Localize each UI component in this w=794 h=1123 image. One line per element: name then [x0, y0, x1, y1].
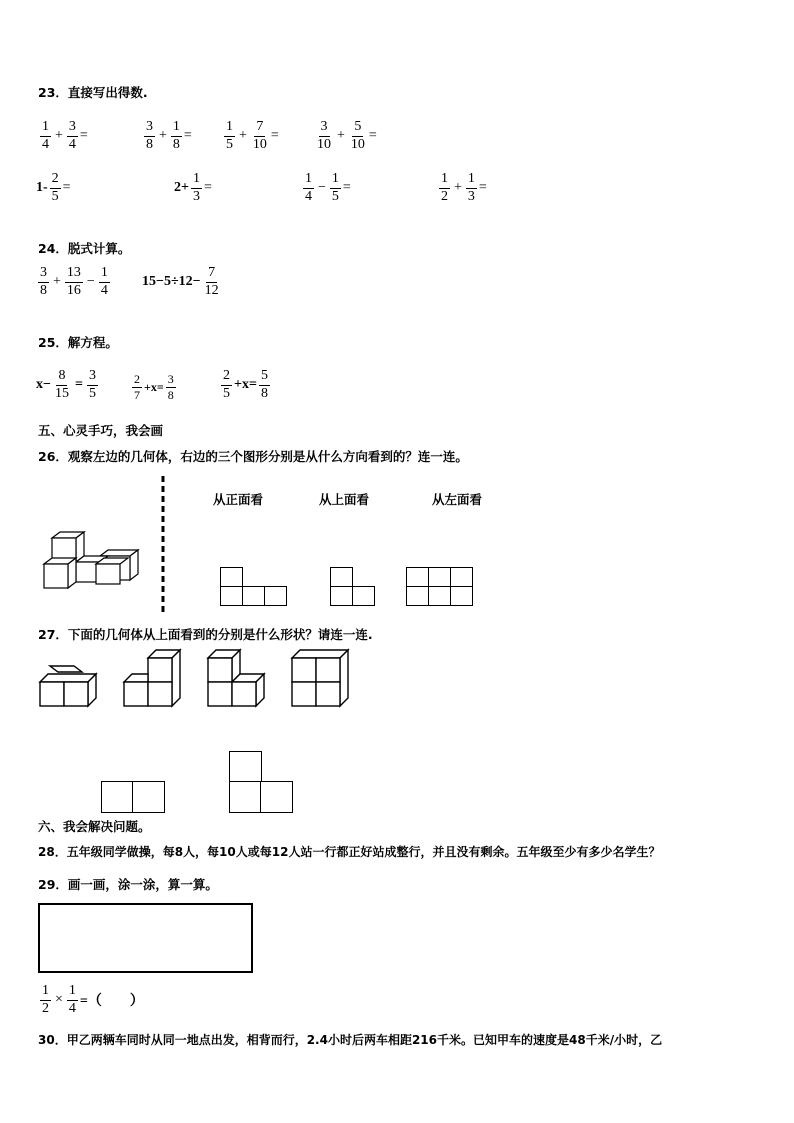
q28-title: 28．五年级同学做操，每8人，每10人或每12人站一行都正好站成整行，并且没有剩余。五年级至少有多少名学生？ [38, 845, 661, 859]
q27-solid-2 [122, 648, 184, 708]
q26-label-top: 从上面看 [319, 492, 370, 507]
q29-expression: $\frac{1}{2}$ × $\frac{1}{4}$ =（ ） [42, 983, 144, 1016]
q24-expr-2: 15−5÷12− $\frac{7}{12}$ [142, 265, 219, 298]
q26-label-front: 从正面看 [213, 492, 264, 507]
q23-title: 23．直接写出得数. [38, 85, 148, 100]
q23-expr-1: $\frac{1}{4}$ + $\frac{3}{4}$ = [42, 119, 88, 152]
q23-expr-2: $\frac{3}{8}$ + $\frac{1}{8}$ = [146, 119, 192, 152]
q25-expr-3: $\frac{2}{5}$ +x= $\frac{5}{8}$ [223, 368, 268, 401]
q26-title: 26．观察左边的几何体，右边的三个图形分别是从什么方向看到的？连一连。 [38, 449, 468, 464]
q24-expr-1: $\frac{3}{8}$ + $\frac{13}{16}$ − $\frac{1}{4}$ [40, 265, 108, 298]
q26-solid-figure [40, 530, 140, 590]
section-6-heading: 六、我会解决问题。 [38, 819, 151, 834]
q27-solid-3 [206, 648, 268, 708]
q25-expr-1: x− $\frac{8}{15}$ = $\frac{3}{5}$ [36, 368, 96, 401]
q23-expr-5: 1- $\frac{2}{5}$ = [36, 171, 71, 204]
q27-solid-1 [38, 664, 100, 708]
q26-view-grid-3 [406, 567, 472, 605]
q29-title: 29．画一画，涂一涂，算一算。 [38, 877, 218, 892]
q26-view-grid-1 [220, 567, 286, 605]
section-5-heading: 五、心灵手巧，我会画 [38, 423, 164, 438]
q27-title: 27．下面的几何体从上面看到的分别是什么形状？请连一连. [38, 627, 373, 642]
q23-expr-8: $\frac{1}{2}$ + $\frac{1}{3}$ = [441, 171, 487, 204]
q23-expr-3: $\frac{1}{5}$ + $\frac{7}{10}$ = [226, 119, 279, 152]
q27-shape-1 [101, 781, 165, 813]
q24-title: 24．脱式计算。 [38, 241, 131, 256]
q27-solid-4 [290, 648, 352, 708]
q27-shape-2 [229, 751, 293, 813]
q23-expr-6: 2+ $\frac{1}{3}$ = [174, 171, 212, 204]
q23-expr-4: $\frac{3}{10}$ + $\frac{5}{10}$ = [317, 119, 377, 152]
q26-divider [160, 476, 166, 616]
q29-drawing-rectangle [38, 903, 253, 973]
q25-expr-2: $\frac{2}{7}$ +x= $\frac{3}{8}$ [134, 372, 174, 402]
q30-title: 30．甲乙两辆车同时从同一地点出发，相背而行，2.4小时后两车相距216千米。已知甲车的速度是48千米/小时，乙 [38, 1033, 663, 1047]
q23-expr-7: $\frac{1}{4}$ − $\frac{1}{5}$ = [305, 171, 351, 204]
q25-title: 25．解方程。 [38, 335, 118, 350]
q26-label-left: 从左面看 [432, 492, 483, 507]
q26-view-grid-2 [330, 567, 374, 605]
